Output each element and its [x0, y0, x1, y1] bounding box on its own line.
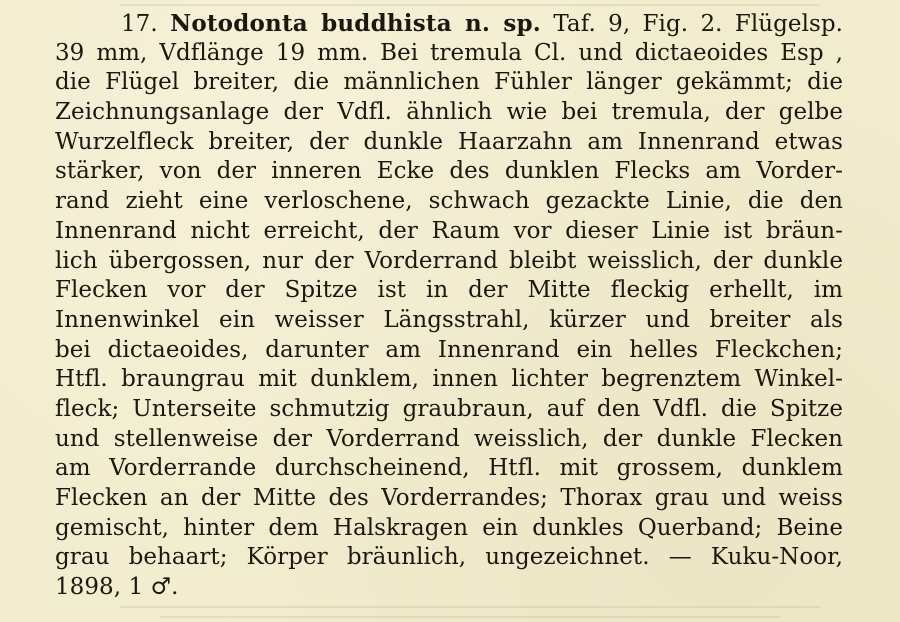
text-line: bei dictaeoides, darunter am Innenrand ein helles Fleckchen; — [55, 336, 843, 363]
text-line: fleck; Unterseite schmutzig graubraun, auf den Vdfl. die Spitze — [55, 395, 843, 422]
entry-number: 17. — [121, 11, 158, 37]
text-line: und stellenweise der Vorderrand weisslich, der dunkle Flecken — [55, 425, 843, 452]
text-line: stärker, von der inneren Ecke des dunklen Flecks am Vorder- — [55, 158, 843, 185]
species-entry — [55, 9, 843, 603]
plate-reference: Taf. 9, Fig. 2. Flügelsp. — [553, 11, 843, 37]
species-name: Notodonta buddhista n. sp. — [170, 10, 541, 37]
text-line: am Vorderrande durchscheinend, Htfl. mit grossem, dunklem — [55, 455, 843, 482]
show-through-line — [120, 606, 820, 608]
text-line: 39 mm, Vdflänge 19 mm. Bei tremula Cl. und dictaeoides Esp , — [55, 39, 843, 66]
text-line: grau behaart; Körper bräunlich, ungezeichnet. — Kuku-Noor, — [55, 544, 843, 571]
text-line: Wurzelfleck breiter, der dunkle Haarzahn am Innenrand etwas — [55, 128, 843, 155]
show-through-line — [120, 4, 820, 6]
entry-heading-line — [55, 9, 843, 39]
text-line: Innenwinkel ein weisser Längsstrahl, kürzer und breiter als — [55, 306, 843, 333]
text-line: Htfl. braungrau mit dunklem, innen lichter begrenztem Winkel- — [55, 366, 843, 393]
text-line: gemischt, hinter dem Halskragen ein dunkles Querband; Beine — [55, 514, 843, 541]
text-line-last: 1898, 1 ♂. — [55, 574, 179, 601]
text-line: Innenrand nicht erreicht, der Raum vor dieser Linie ist bräun- — [55, 217, 843, 244]
text-line: Zeichnungsanlage der Vdfl. ähnlich wie bei tremula, der gelbe — [55, 99, 843, 126]
show-through-line — [160, 616, 780, 618]
text-line: Flecken vor der Spitze ist in der Mitte fleckig erhellt, im — [55, 277, 843, 304]
text-line: die Flügel breiter, die männlichen Fühler länger gekämmt; die — [55, 69, 843, 96]
text-line: rand zieht eine verloschene, schwach gezackte Linie, die den — [55, 188, 843, 215]
text-line: lich übergossen, nur der Vorderrand bleibt weisslich, der dunkle — [55, 247, 843, 274]
text-line: Flecken an der Mitte des Vorderrandes; Thorax grau und weiss — [55, 485, 843, 511]
